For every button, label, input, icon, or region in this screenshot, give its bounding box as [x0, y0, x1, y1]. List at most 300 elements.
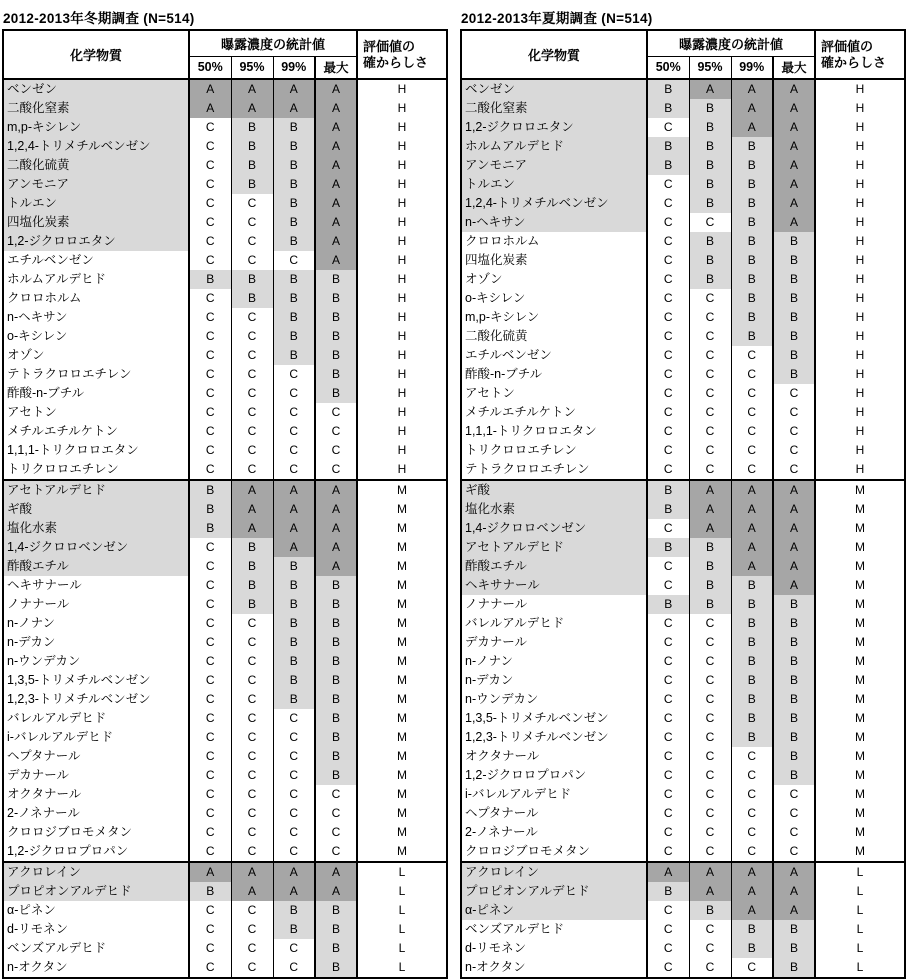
chemical-name-cell: テトラクロロエチレン: [3, 365, 189, 384]
chemical-name-cell: 2-ノネナール: [3, 804, 189, 823]
grade-cell: C: [647, 365, 689, 384]
grade-cell: A: [315, 118, 357, 137]
certainty-cell: M: [397, 559, 407, 573]
table-row: [461, 576, 905, 595]
grade-cell: A: [315, 175, 357, 194]
table-row: [461, 251, 905, 270]
grade-cell: B: [273, 289, 315, 308]
grade-cell: C: [189, 901, 231, 920]
table-row: [461, 308, 905, 327]
header-stat-50: 50%: [189, 56, 231, 79]
table-row: [3, 939, 447, 958]
grade-cell: C: [647, 766, 689, 785]
table-row: [3, 614, 447, 633]
grade-cell: C: [689, 213, 731, 232]
grade-cell: C: [647, 823, 689, 842]
grade-cell: A: [315, 232, 357, 251]
certainty-cell: M: [855, 806, 865, 820]
certainty-cell: M: [397, 616, 407, 630]
grade-cell: C: [231, 671, 273, 690]
grade-cell: C: [189, 709, 231, 728]
grade-cell: C: [647, 384, 689, 403]
certainty-cell: M: [855, 654, 865, 668]
certainty-cell: M: [855, 578, 865, 592]
table-row: [461, 118, 905, 137]
certainty-cell: M: [397, 540, 407, 554]
chemical-name-cell: 1,4-ジクロロベンゼン: [461, 519, 647, 538]
grade-cell: C: [731, 785, 773, 804]
grade-cell: B: [315, 308, 357, 327]
certainty-cell: M: [855, 616, 865, 630]
table-row: [3, 823, 447, 842]
certainty-cell: H: [855, 367, 865, 381]
grade-cell: A: [773, 213, 815, 232]
chemical-name-cell: d-リモネン: [3, 920, 189, 939]
chemical-name-cell: 1,3,5-トリメチルベンゼン: [461, 709, 647, 728]
grade-cell: C: [731, 958, 773, 978]
grade-cell: C: [189, 289, 231, 308]
table-row: [3, 671, 447, 690]
grade-cell: C: [189, 557, 231, 576]
grade-cell: A: [315, 156, 357, 175]
grade-cell: B: [315, 766, 357, 785]
grade-cell: B: [731, 251, 773, 270]
grade-cell: C: [647, 289, 689, 308]
grade-cell: B: [189, 270, 231, 289]
table-row: [461, 500, 905, 519]
chemical-name-cell: アンモニア: [3, 175, 189, 194]
grade-cell: C: [231, 614, 273, 633]
grade-cell: C: [231, 441, 273, 460]
grade-cell: B: [315, 614, 357, 633]
grade-cell: B: [773, 327, 815, 346]
grade-cell: A: [273, 99, 315, 118]
chemical-name-cell: n-ヘキサン: [461, 213, 647, 232]
certainty-cell: H: [855, 291, 865, 305]
table-row: [461, 595, 905, 614]
certainty-cell: M: [855, 768, 865, 782]
header-certainty-line1: 評価値の: [821, 38, 874, 54]
grade-cell: C: [315, 441, 357, 460]
grade-cell: B: [231, 557, 273, 576]
grade-cell: C: [689, 747, 731, 766]
chemical-name-cell: 1,1,1-トリクロロエタン: [3, 441, 189, 460]
grade-cell: C: [647, 118, 689, 137]
grade-cell: A: [231, 862, 273, 882]
certainty-cell: L: [856, 960, 864, 974]
grade-cell: C: [689, 823, 731, 842]
grade-cell: B: [273, 156, 315, 175]
grade-cell: C: [647, 175, 689, 194]
certainty-cell: H: [855, 348, 865, 362]
grade-cell: C: [273, 709, 315, 728]
certainty-cell: L: [815, 862, 905, 882]
grade-cell: C: [773, 384, 815, 403]
summer-table-header: [461, 31, 905, 79]
grade-cell: A: [189, 862, 231, 882]
grade-cell: C: [731, 346, 773, 365]
grade-cell: A: [231, 519, 273, 538]
table-row: [461, 614, 905, 633]
certainty-cell: H: [855, 424, 865, 438]
table-row: [3, 882, 447, 901]
grade-cell: B: [731, 595, 773, 614]
certainty-cell: L: [856, 884, 864, 898]
chemical-name-cell: 1,1,1-トリクロロエタン: [461, 422, 647, 441]
chemical-name-cell: ギ酸: [461, 480, 647, 500]
grade-cell: C: [231, 365, 273, 384]
certainty-cell: L: [398, 960, 406, 974]
grade-cell: C: [273, 939, 315, 958]
grade-cell: C: [647, 920, 689, 939]
chemical-name-cell: 二酸化硫黄: [461, 327, 647, 346]
table-row: [3, 576, 447, 595]
grade-cell: C: [231, 251, 273, 270]
grade-cell: B: [315, 289, 357, 308]
chemical-name-cell: アセトアルデヒド: [461, 538, 647, 557]
grade-cell: C: [231, 920, 273, 939]
table-row: [461, 480, 905, 500]
certainty-cell: M: [855, 635, 865, 649]
grade-cell: B: [315, 920, 357, 939]
certainty-cell: H: [855, 158, 865, 172]
grade-cell: B: [773, 939, 815, 958]
header-stat-max: 最大: [773, 56, 815, 79]
grade-cell: C: [773, 403, 815, 422]
chemical-name-cell: 酢酸-n-ブチル: [461, 365, 647, 384]
certainty-cell: M: [815, 480, 905, 500]
grade-cell: C: [315, 422, 357, 441]
grade-cell: A: [273, 79, 315, 99]
grade-cell: A: [273, 500, 315, 519]
chemical-name-cell: 酢酸-n-ブチル: [3, 384, 189, 403]
grade-cell: A: [773, 156, 815, 175]
table-row: [3, 519, 447, 538]
table-row: [461, 823, 905, 842]
grade-cell: B: [773, 251, 815, 270]
grade-cell: C: [647, 194, 689, 213]
table-row: [3, 460, 447, 480]
header-stat-50: 50%: [647, 56, 689, 79]
chemical-name-cell: バレルアルデヒド: [461, 614, 647, 633]
grade-cell: C: [189, 576, 231, 595]
chemical-name-cell: 四塩化炭素: [461, 251, 647, 270]
grade-cell: B: [273, 118, 315, 137]
grade-cell: C: [231, 213, 273, 232]
header-certainty-line1: 評価値の: [363, 38, 416, 54]
certainty-cell: H: [397, 386, 407, 400]
grade-cell: C: [189, 156, 231, 175]
grade-cell: A: [773, 194, 815, 213]
grade-cell: C: [647, 614, 689, 633]
certainty-cell: H: [855, 310, 865, 324]
grade-cell: B: [689, 99, 731, 118]
chemical-name-cell: ベンゼン: [3, 79, 189, 99]
grade-cell: B: [273, 270, 315, 289]
grade-cell: A: [731, 500, 773, 519]
certainty-cell: H: [397, 462, 407, 476]
grade-cell: B: [773, 346, 815, 365]
grade-cell: A: [315, 862, 357, 882]
certainty-cell: H: [397, 310, 407, 324]
grade-cell: A: [731, 79, 773, 99]
grade-cell: C: [231, 939, 273, 958]
grade-cell: C: [273, 747, 315, 766]
table-row: [461, 346, 905, 365]
grade-cell: C: [231, 384, 273, 403]
grade-cell: C: [773, 842, 815, 862]
table-row: [3, 327, 447, 346]
chemical-name-cell: アンモニア: [461, 156, 647, 175]
grade-cell: B: [731, 289, 773, 308]
grade-cell: C: [189, 384, 231, 403]
summer-grades-table: [460, 31, 906, 979]
grade-cell: B: [273, 633, 315, 652]
grade-cell: B: [647, 538, 689, 557]
grade-cell: B: [731, 939, 773, 958]
certainty-cell: L: [398, 922, 406, 936]
chemical-name-cell: 酢酸エチル: [3, 557, 189, 576]
grade-cell: B: [731, 633, 773, 652]
grade-cell: A: [773, 99, 815, 118]
grade-cell: B: [273, 595, 315, 614]
grade-cell: B: [231, 576, 273, 595]
table-row: [461, 156, 905, 175]
certainty-cell: M: [397, 749, 407, 763]
chemical-name-cell: 1,2-ジクロロプロパン: [461, 766, 647, 785]
grade-cell: B: [273, 557, 315, 576]
certainty-cell: H: [397, 82, 407, 96]
table-row: [461, 232, 905, 251]
grade-cell: B: [773, 709, 815, 728]
certainty-cell: M: [855, 540, 865, 554]
grade-cell: B: [647, 595, 689, 614]
grade-cell: C: [689, 422, 731, 441]
grade-cell: B: [273, 671, 315, 690]
grade-cell: A: [315, 99, 357, 118]
grade-cell: B: [689, 538, 731, 557]
grade-cell: C: [231, 403, 273, 422]
grade-cell: B: [773, 671, 815, 690]
grade-cell: C: [189, 690, 231, 709]
chemical-name-cell: ホルムアルデヒド: [3, 270, 189, 289]
grade-cell: C: [315, 785, 357, 804]
table-row: [461, 766, 905, 785]
grade-cell: A: [315, 557, 357, 576]
grade-cell: A: [315, 251, 357, 270]
grade-cell: B: [689, 118, 731, 137]
table-row: [461, 422, 905, 441]
grade-cell: C: [773, 785, 815, 804]
grade-cell: C: [189, 671, 231, 690]
table-row: [461, 270, 905, 289]
chemical-name-cell: ベンズアルデヒド: [3, 939, 189, 958]
chemical-name-cell: アセトアルデヒド: [3, 480, 189, 500]
grade-cell: A: [689, 500, 731, 519]
grade-cell: B: [231, 175, 273, 194]
grade-cell: C: [273, 460, 315, 480]
grade-cell: C: [231, 747, 273, 766]
table-row: [3, 920, 447, 939]
table-row: [3, 441, 447, 460]
grade-cell: A: [773, 862, 815, 882]
chemical-name-cell: 四塩化炭素: [3, 213, 189, 232]
chemical-name-cell: デカナール: [461, 633, 647, 652]
grade-cell: C: [189, 595, 231, 614]
grade-cell: A: [773, 118, 815, 137]
grade-cell: C: [689, 652, 731, 671]
certainty-cell: H: [397, 272, 407, 286]
grade-cell: B: [689, 901, 731, 920]
grade-cell: C: [273, 728, 315, 747]
grade-cell: C: [189, 766, 231, 785]
grade-cell: A: [315, 519, 357, 538]
grade-cell: B: [273, 327, 315, 346]
table-row: [3, 79, 447, 99]
table-row: [461, 882, 905, 901]
grade-cell: B: [731, 232, 773, 251]
grade-cell: C: [189, 308, 231, 327]
grade-cell: C: [189, 441, 231, 460]
certainty-cell: H: [397, 215, 407, 229]
grade-cell: C: [273, 804, 315, 823]
grade-cell: B: [731, 614, 773, 633]
grade-cell: B: [273, 920, 315, 939]
grade-cell: B: [273, 213, 315, 232]
chemical-name-cell: 1,2-ジクロロエタン: [3, 232, 189, 251]
grade-cell: C: [647, 633, 689, 652]
summer-survey-table-section: [460, 5, 906, 979]
grade-cell: B: [647, 882, 689, 901]
chemical-name-cell: プロピオンアルデヒド: [461, 882, 647, 901]
certainty-cell: M: [855, 559, 865, 573]
grade-cell: C: [315, 403, 357, 422]
grade-cell: B: [273, 308, 315, 327]
table-row: [461, 519, 905, 538]
table-row: [461, 709, 905, 728]
grade-cell: A: [731, 519, 773, 538]
certainty-cell: M: [397, 768, 407, 782]
grade-cell: B: [731, 690, 773, 709]
certainty-cell: L: [357, 862, 447, 882]
summer-table-title: 2012-2013年夏期調査 (N=514): [460, 5, 906, 31]
chemical-name-cell: n-ノナン: [461, 652, 647, 671]
grade-cell: B: [231, 137, 273, 156]
header-certainty-line2: 確からしさ: [363, 54, 429, 70]
grade-cell: B: [731, 920, 773, 939]
grade-cell: C: [231, 709, 273, 728]
table-row: [461, 785, 905, 804]
chemical-name-cell: ヘキサナール: [461, 576, 647, 595]
chemical-name-cell: 1,2,3-トリメチルベンゼン: [3, 690, 189, 709]
certainty-cell: H: [397, 253, 407, 267]
table-row: [461, 79, 905, 99]
grade-cell: C: [231, 766, 273, 785]
certainty-cell: M: [397, 597, 407, 611]
table-row: [3, 747, 447, 766]
grade-cell: B: [731, 194, 773, 213]
grade-cell: B: [773, 747, 815, 766]
header-stat-95: 95%: [231, 56, 273, 79]
grade-cell: B: [189, 500, 231, 519]
grade-cell: A: [689, 862, 731, 882]
grade-cell: C: [231, 785, 273, 804]
table-row: [461, 557, 905, 576]
certainty-cell: H: [397, 329, 407, 343]
chemical-name-cell: クロロジブロモメタン: [461, 842, 647, 862]
grade-cell: C: [731, 365, 773, 384]
grade-cell: B: [647, 156, 689, 175]
grade-cell: B: [315, 595, 357, 614]
table-row: [461, 747, 905, 766]
grade-cell: C: [689, 690, 731, 709]
grade-cell: B: [189, 519, 231, 538]
grade-cell: C: [731, 747, 773, 766]
chemical-name-cell: n-オクタン: [3, 958, 189, 978]
grade-cell: B: [315, 576, 357, 595]
certainty-cell: M: [397, 844, 407, 858]
chemical-name-cell: i-バレルアルデヒド: [3, 728, 189, 747]
table-row: [461, 365, 905, 384]
grade-cell: C: [689, 939, 731, 958]
grade-cell: C: [689, 460, 731, 480]
grade-cell: B: [315, 270, 357, 289]
grade-cell: B: [315, 690, 357, 709]
chemical-name-cell: 1,2,4-トリメチルベンゼン: [3, 137, 189, 156]
grade-cell: B: [273, 346, 315, 365]
grade-cell: C: [647, 709, 689, 728]
grade-cell: C: [189, 747, 231, 766]
grade-cell: B: [189, 480, 231, 500]
chemical-name-cell: 1,2-ジクロロプロパン: [3, 842, 189, 862]
grade-cell: A: [731, 480, 773, 500]
grade-cell: C: [689, 403, 731, 422]
grade-cell: A: [315, 213, 357, 232]
grade-cell: C: [189, 137, 231, 156]
header-certainty: [357, 31, 447, 79]
grade-cell: A: [315, 194, 357, 213]
grade-cell: C: [231, 823, 273, 842]
grade-cell: C: [273, 958, 315, 978]
grade-cell: B: [231, 289, 273, 308]
grade-cell: C: [689, 441, 731, 460]
certainty-cell: L: [856, 903, 864, 917]
grade-cell: C: [189, 538, 231, 557]
grade-cell: B: [315, 327, 357, 346]
certainty-cell: H: [397, 177, 407, 191]
certainty-cell: H: [855, 329, 865, 343]
grade-cell: C: [189, 232, 231, 251]
grade-cell: C: [689, 728, 731, 747]
grade-cell: B: [731, 327, 773, 346]
chemical-name-cell: n-ウンデカン: [3, 652, 189, 671]
table-row: [3, 403, 447, 422]
table-row: [3, 709, 447, 728]
grade-cell: C: [731, 460, 773, 480]
table-row: [461, 901, 905, 920]
grade-cell: C: [731, 766, 773, 785]
header-certainty-line2: 確からしさ: [821, 54, 887, 70]
grade-cell: C: [773, 804, 815, 823]
grade-cell: A: [773, 538, 815, 557]
table-row: [3, 270, 447, 289]
table-row: [3, 175, 447, 194]
certainty-cell: M: [397, 711, 407, 725]
grade-cell: B: [273, 652, 315, 671]
grade-cell: C: [647, 460, 689, 480]
certainty-cell: M: [397, 787, 407, 801]
chemical-name-cell: ノナナール: [461, 595, 647, 614]
